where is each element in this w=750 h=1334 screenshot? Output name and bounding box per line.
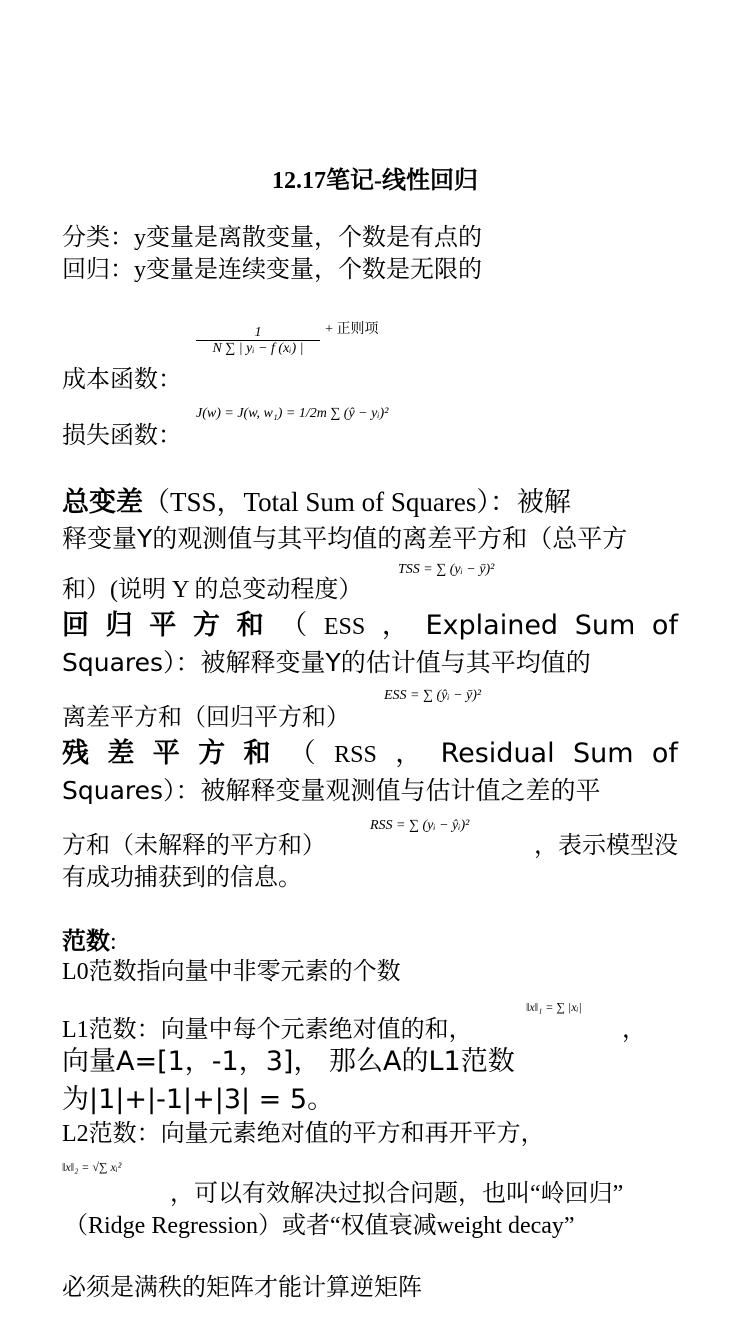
norms-heading-line — [62, 926, 117, 958]
l0-line: L0范数指向量中非零元素的个数 — [62, 959, 401, 985]
tss-paragraph — [62, 484, 678, 557]
ess-word-11: of — [651, 610, 678, 641]
cost-formula-extra: + 正则项 — [325, 322, 379, 337]
ess-line3: 离差平方和（回归平方和） — [62, 705, 350, 731]
rss-word-11: of — [651, 738, 678, 769]
ess-word-1: 回 — [62, 610, 89, 641]
rss-word-6: （ — [288, 738, 316, 769]
rss-word-5: 和 — [243, 738, 271, 769]
rss-word-4: 方 — [198, 738, 226, 769]
ess-word-6: （ — [280, 610, 308, 641]
ess-word-9: Explained — [425, 610, 559, 641]
norms-heading-colon: : — [110, 929, 117, 955]
l2-formula: ‖x‖₂ = √∑ xᵢ² — [62, 1160, 122, 1174]
ess-word-10: Sum — [574, 610, 636, 641]
ess-word-5: 和 — [236, 610, 264, 641]
rss-line4: 有成功捕获到的信息。 — [62, 865, 302, 891]
l1-comma: ， — [622, 1017, 646, 1043]
rss-word-2: 差 — [107, 738, 135, 769]
loss-label: 损失函数： — [62, 423, 182, 449]
rss-line3b: ，表示模型没 — [534, 833, 678, 859]
rss-word-7: RSS — [334, 742, 377, 768]
l1-example-line2: 为|1|+|-1|+|3| = 5。 — [62, 1084, 335, 1115]
ess-line1 — [62, 608, 678, 645]
ess-word-2: 归 — [105, 610, 133, 641]
l1-example-line1: 向量A=[1，-1，3]， 那么A的L1范数 — [62, 1046, 515, 1077]
rss-word-9: Residual — [440, 738, 555, 769]
rss-word-3: 平 — [152, 738, 180, 769]
ess-word-7: ESS — [323, 614, 366, 640]
tss-line1: （TSS，Total Sum of Squares）：被解 — [143, 487, 571, 517]
rss-word-8: ， — [395, 738, 423, 769]
footer-note: 必须是满秩的矩阵才能计算逆矩阵 — [62, 1275, 422, 1301]
cost-label: 成本函数： — [62, 367, 182, 393]
l2-rest: ，可以有效解决过拟合问题，也叫“岭回归” — [170, 1181, 624, 1207]
rss-word-10: Sum — [572, 738, 634, 769]
loss-formula: J(w) = J(w, w₁) = 1/2m ∑ (ŷ − yᵢ)² — [196, 406, 389, 421]
ess-line2: Squares）：被解释变量Y的估计值与其平均值的 — [62, 648, 591, 677]
l1-line: L1范数：向量中每个元素绝对值的和， — [62, 1017, 473, 1043]
ess-word-4: 方 — [192, 610, 220, 641]
ess-word-8: ， — [381, 610, 409, 641]
rss-formula: RSS = ∑ (yᵢ − ŷᵢ)² — [370, 818, 470, 833]
rss-word-1: 残 — [62, 738, 89, 769]
regression-line: 回归：y变量是连续变量，个数是无限的 — [62, 257, 482, 283]
rss-line3a: 方和（未解释的平方和） — [62, 833, 326, 859]
l2-line: L2范数：向量元素绝对值的平方和再开平方， — [62, 1121, 545, 1147]
l1-formula: ‖x‖₁ = ∑ |xᵢ| — [526, 1000, 582, 1014]
tss-term: 总变差 — [62, 487, 143, 518]
rss-line1 — [62, 736, 678, 773]
rss-line2: Squares）：被解释变量观测值与估计值之差的平 — [62, 776, 601, 805]
cost-formula — [196, 318, 379, 356]
norms-heading: 范数 — [62, 929, 110, 955]
l2-last: （Ridge Regression）或者“权值衰减weight decay” — [64, 1213, 575, 1239]
cost-formula-denominator: N ∑ | yᵢ − f (xᵢ) | — [212, 341, 304, 356]
tss-line3: 和）(说明 Y 的总变动程度） — [62, 577, 363, 603]
rss-paragraph — [62, 736, 678, 809]
tss-line2: 释变量Y的观测值与其平均值的离差平方和（总平方 — [62, 524, 628, 553]
tss-formula: TSS = ∑ (yᵢ − ȳ)² — [398, 562, 495, 577]
ess-paragraph — [62, 608, 678, 681]
ess-word-3: 平 — [149, 610, 177, 641]
cost-formula-numerator: 1 — [196, 325, 320, 341]
classification-line: 分类：y变量是离散变量，个数是有点的 — [62, 225, 482, 251]
ess-formula: ESS = ∑ (ŷᵢ − ȳ)² — [384, 688, 482, 703]
page-title: 12.17笔记-线性回归 — [272, 168, 478, 194]
